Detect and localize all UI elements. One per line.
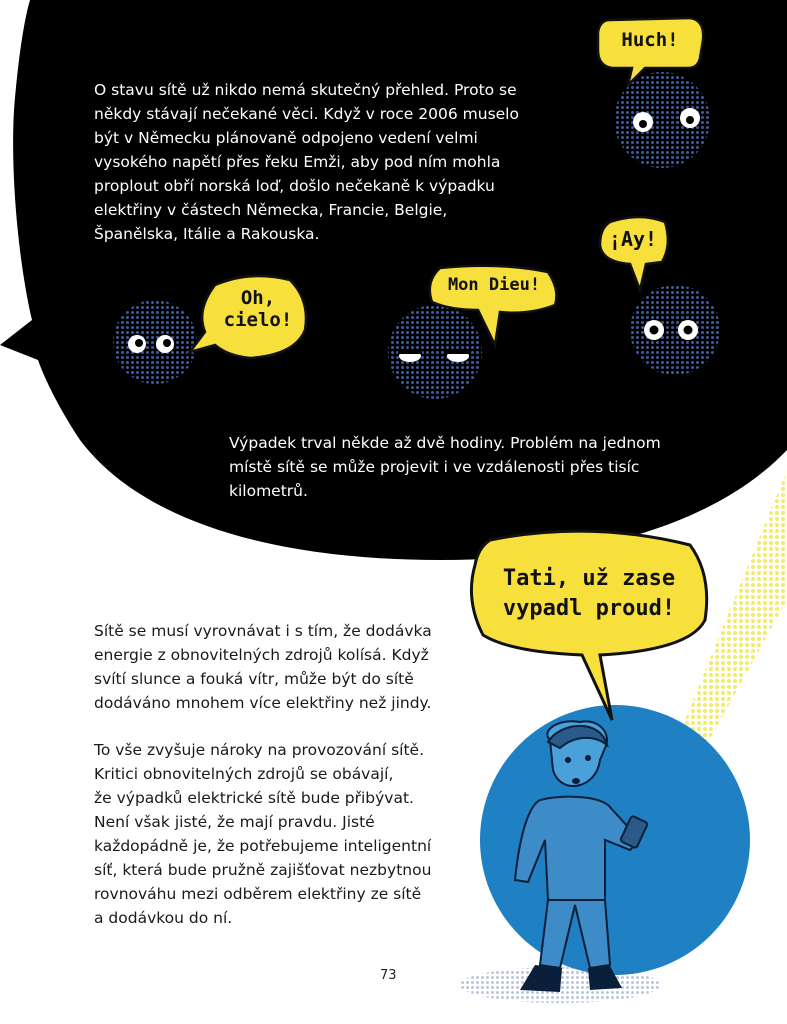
blob-face-mon-dieu <box>388 305 482 399</box>
blob-face-oh-cielo <box>113 300 197 384</box>
bubble-text-oh-cielo: Oh, cielo! <box>223 287 293 331</box>
bubble-text-boy: Tati, už zase vypadl proud! <box>502 566 676 621</box>
bubble-text-mon-dieu: Mon Dieu! <box>447 275 541 295</box>
paragraph-grid-overview: O stavu sítě už nikdo nemá skutečný přehled. Proto se někdy stávají nečekané věci. Když v roce 2006 muselo být v Německu plánovaně odpojeno vedení velmi vysokého napětí přes řeku Emži, aby pod ním mohla proplout obří norská loď, došlo nečekaně k výpadku elektřiny v částech Německa, Francie, Belgie, Španělska, Itálie a Rakouska. <box>94 81 519 243</box>
blob-face-ay <box>630 285 720 375</box>
blob-face-huch <box>614 72 710 168</box>
paragraph-renewables: Sítě se musí vyrovnávat i s tím, že dodávka energie z obnovitelných zdrojů kolísá. Když svítí slunce a fouká vítr, může být do sítě dodáváno mnohem více elektřiny než jindy. <box>94 622 432 712</box>
bubble-text-huch: Huch! <box>621 29 679 51</box>
bubble-text-ay: ¡Ay! <box>608 227 658 251</box>
paragraph-smart-grid: To vše zvyšuje nároky na provozování sítě. Kritici obnovitelných zdrojů se obávají, že výpadků elektrické sítě bude přibývat. Není však jisté, že mají pravdu. Jisté každopádně je, že potřebujeme inteligentní síť, která bude pružně zajišťovat nezbytnou rovnováhu mezi odběrem elektřiny ze sítě a dodávkou do ní. <box>94 741 432 927</box>
page-number: 73 <box>380 968 397 983</box>
paragraph-outage-duration: Výpadek trval někde až dvě hodiny. Problém na jednom místě sítě se může projevit i ve vzdálenosti přes tisíc kilometrů. <box>229 434 661 500</box>
bubble-boy <box>471 531 706 720</box>
